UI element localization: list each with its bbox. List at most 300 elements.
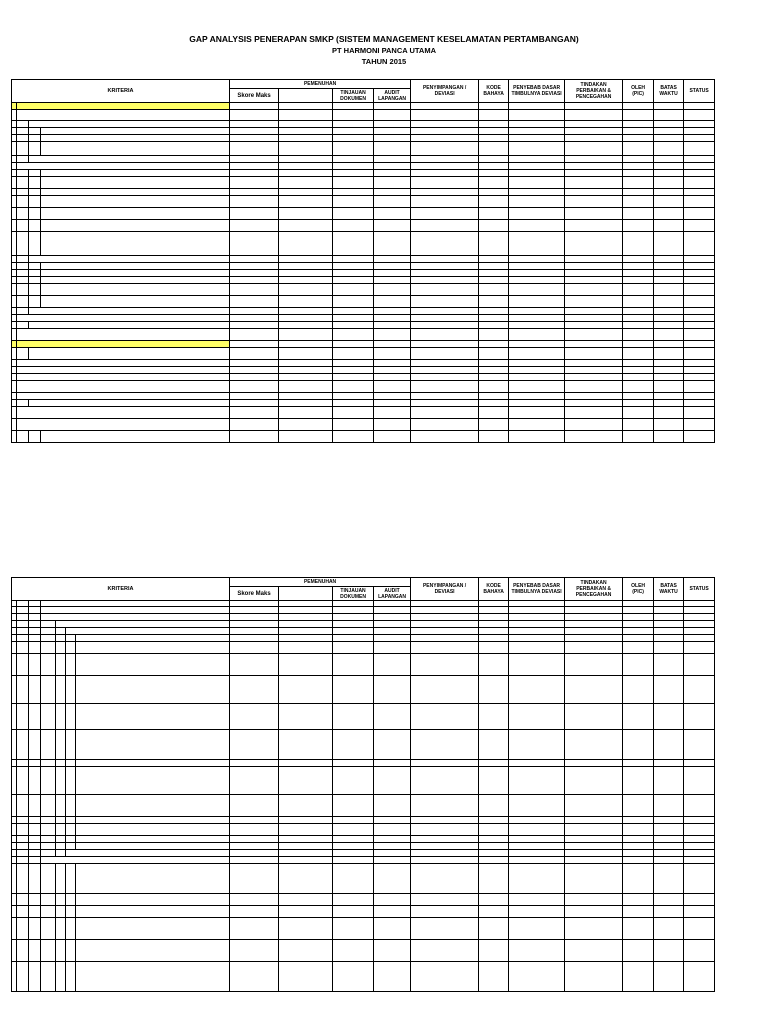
empty-cell [279,177,333,189]
header-tindakan-2: TINDAKAN PERBAIKAN & PENCEGAHAN [565,578,623,601]
empty-cell [374,256,411,263]
empty-cell [623,322,654,329]
table-row [12,170,715,177]
spacer-cell [41,843,56,850]
empty-cell [623,256,654,263]
score-cell [230,296,279,308]
score-cell [230,256,279,263]
empty-cell [623,635,654,642]
empty-cell [509,918,565,940]
empty-cell [374,163,411,170]
score-cell [230,220,279,232]
empty-cell [279,760,333,767]
item-text [76,704,230,730]
empty-cell [654,177,684,189]
item-number [66,817,76,824]
item-text [76,940,230,962]
empty-cell [509,322,565,329]
empty-cell [684,348,715,360]
empty-cell [374,767,411,795]
spacer-cell [17,760,29,767]
empty-cell [333,704,374,730]
empty-cell [374,628,411,635]
empty-cell [623,628,654,635]
clause-title [66,850,230,857]
empty-cell [565,329,623,341]
empty-cell [565,263,623,270]
empty-cell [374,142,411,156]
empty-cell [333,676,374,704]
empty-cell [654,824,684,836]
item-text [76,894,230,906]
item-number [66,824,76,836]
spacer-cell [41,635,56,642]
empty-cell [411,360,479,367]
clause-title [29,156,230,163]
spacer-cell [41,676,56,704]
empty-cell [684,121,715,128]
table-row [12,296,715,308]
item-number [66,843,76,850]
empty-cell [479,374,509,381]
empty-cell [565,284,623,296]
empty-cell [654,277,684,284]
table-row [12,142,715,156]
empty-cell [479,315,509,322]
empty-cell [509,419,565,431]
empty-cell [684,767,715,795]
table-row [12,135,715,142]
table-row [12,894,715,906]
item-number [66,906,76,918]
empty-cell [279,918,333,940]
empty-cell [509,407,565,419]
empty-cell [654,121,684,128]
table-row [12,381,715,393]
spacer-cell [17,135,29,142]
empty-cell [479,962,509,992]
empty-cell [333,962,374,992]
table-row [12,196,715,208]
header-oleh-2: OLEH (PIC) [623,578,654,601]
score-cell [230,824,279,836]
spacer-cell [17,894,29,906]
score-cell [230,400,279,407]
empty-cell [654,676,684,704]
empty-cell [684,163,715,170]
empty-cell [411,767,479,795]
empty-cell [374,196,411,208]
spacer-cell [41,940,56,962]
empty-cell [374,360,411,367]
empty-cell [565,857,623,864]
table-row [12,607,715,614]
clause-title [17,110,230,121]
empty-cell [509,121,565,128]
spacer-cell [17,189,29,196]
empty-cell [279,419,333,431]
empty-cell [333,906,374,918]
empty-cell [623,232,654,256]
empty-cell [684,730,715,760]
empty-cell [654,381,684,393]
empty-cell [411,189,479,196]
empty-cell [654,704,684,730]
empty-cell [479,348,509,360]
empty-cell [333,329,374,341]
item-text [41,263,230,270]
score-cell [230,431,279,443]
empty-cell [654,142,684,156]
empty-cell [623,163,654,170]
empty-cell [654,374,684,381]
empty-cell [479,400,509,407]
empty-cell [279,367,333,374]
empty-cell [279,817,333,824]
spacer-cell [17,431,29,443]
item-number [66,676,76,704]
item-number [66,918,76,940]
empty-cell [509,607,565,614]
empty-cell [623,170,654,177]
empty-cell [374,220,411,232]
table-row [12,256,715,263]
empty-cell [654,654,684,676]
table-row [12,431,715,443]
empty-cell [654,795,684,817]
empty-cell [333,431,374,443]
empty-cell [374,843,411,850]
empty-cell [684,263,715,270]
score-cell [230,121,279,128]
item-text [17,315,230,322]
empty-cell [374,654,411,676]
empty-cell [279,163,333,170]
empty-cell [509,220,565,232]
spacer-cell [41,906,56,918]
empty-cell [509,170,565,177]
empty-cell [479,177,509,189]
empty-cell [509,843,565,850]
empty-cell [654,431,684,443]
empty-cell [333,864,374,894]
empty-cell [654,103,684,110]
spacer-cell [17,704,29,730]
empty-cell [411,635,479,642]
empty-cell [623,296,654,308]
empty-cell [654,360,684,367]
empty-cell [374,940,411,962]
empty-cell [684,315,715,322]
empty-cell [374,315,411,322]
clause-number [17,322,29,329]
score-cell [230,767,279,795]
empty-cell [374,894,411,906]
empty-cell [565,135,623,142]
spacer-cell [29,857,41,864]
empty-cell [623,843,654,850]
empty-cell [279,220,333,232]
table-row [12,322,715,329]
empty-cell [684,894,715,906]
empty-cell [411,232,479,256]
table-row [12,407,715,419]
empty-cell [684,308,715,315]
empty-cell [374,103,411,110]
empty-cell [411,407,479,419]
empty-cell [333,156,374,163]
header-kode-bahaya: KODE BAHAYA [479,80,509,103]
empty-cell [411,906,479,918]
table-row [12,232,715,256]
gap-analysis-table-page2 [11,577,715,992]
empty-cell [684,704,715,730]
empty-cell [374,170,411,177]
empty-cell [684,607,715,614]
empty-cell [565,381,623,393]
spacer-cell [29,864,41,894]
table-row [12,824,715,836]
score-cell [230,232,279,256]
empty-cell [279,836,333,843]
empty-cell [333,374,374,381]
spacer-cell [41,918,56,940]
table-row [12,635,715,642]
spacer-cell [41,730,56,760]
score-cell [230,918,279,940]
empty-cell [411,918,479,940]
header-pemenuhan: PEMENUHAN [230,80,411,89]
empty-cell [374,419,411,431]
empty-cell [684,135,715,142]
spacer-cell [29,614,41,621]
empty-cell [479,628,509,635]
empty-cell [623,142,654,156]
spacer-cell [56,824,66,836]
empty-cell [279,676,333,704]
empty-cell [374,962,411,992]
empty-cell [479,360,509,367]
empty-cell [479,795,509,817]
spacer-cell [56,704,66,730]
empty-cell [411,864,479,894]
item-number [29,142,41,156]
table-row [12,817,715,824]
document-year: TAHUN 2015 [361,57,407,66]
table-row [12,308,715,315]
item-text [76,962,230,992]
empty-cell [411,894,479,906]
table-row [12,621,715,628]
empty-cell [479,135,509,142]
empty-cell [565,393,623,400]
empty-cell [479,196,509,208]
empty-cell [279,256,333,263]
empty-cell [374,817,411,824]
empty-cell [623,607,654,614]
spacer-cell [29,795,41,817]
clause-number [17,156,29,163]
clause-title [41,431,230,443]
section-title [17,341,230,348]
empty-cell [411,962,479,992]
spacer-cell [29,642,41,654]
spacer-cell [29,817,41,824]
empty-cell [333,263,374,270]
empty-cell [411,817,479,824]
spacer-cell [56,864,66,894]
score-cell [230,676,279,704]
empty-cell [623,431,654,443]
empty-cell [279,103,333,110]
spacer-cell [56,906,66,918]
empty-cell [684,393,715,400]
empty-cell [374,760,411,767]
spacer-cell [17,843,29,850]
empty-cell [509,142,565,156]
item-text [76,676,230,704]
item-number [29,177,41,189]
score-cell [230,196,279,208]
empty-cell [509,232,565,256]
empty-cell [411,795,479,817]
item-text [76,654,230,676]
empty-cell [565,400,623,407]
table-row [12,110,715,121]
spacer-cell [56,767,66,795]
empty-cell [333,407,374,419]
empty-cell [654,329,684,341]
table-row [12,208,715,220]
empty-cell [623,263,654,270]
empty-cell [374,135,411,142]
item-text [76,864,230,894]
spacer-cell [17,654,29,676]
spacer-cell [17,170,29,177]
score-cell [230,263,279,270]
empty-cell [509,676,565,704]
empty-cell [411,704,479,730]
spacer-cell [29,894,41,906]
empty-cell [279,232,333,256]
item-number [66,654,76,676]
score-cell [230,407,279,419]
empty-cell [654,635,684,642]
score-cell [230,393,279,400]
empty-cell [565,843,623,850]
spacer-cell [17,177,29,189]
empty-cell [479,367,509,374]
empty-cell [509,308,565,315]
empty-cell [333,730,374,760]
section-title [17,103,230,110]
table-row [12,393,715,400]
score-cell [230,843,279,850]
empty-cell [623,277,654,284]
item-number [29,270,41,277]
empty-cell [565,103,623,110]
empty-cell [509,367,565,374]
empty-cell [479,170,509,177]
empty-cell [565,256,623,263]
empty-cell [509,163,565,170]
empty-cell [333,284,374,296]
spacer-cell [17,284,29,296]
item-text [17,407,230,419]
item-number [66,642,76,654]
empty-cell [623,850,654,857]
empty-cell [411,850,479,857]
empty-cell [654,621,684,628]
empty-cell [333,296,374,308]
empty-cell [509,400,565,407]
empty-cell [279,850,333,857]
empty-cell [479,263,509,270]
item-number [66,836,76,843]
empty-cell [411,256,479,263]
empty-cell [565,962,623,992]
header-tindakan: TINDAKAN PERBAIKAN & PENCEGAHAN [565,80,623,103]
empty-cell [565,360,623,367]
empty-cell [411,177,479,189]
empty-cell [654,393,684,400]
spacer-cell [17,128,29,135]
empty-cell [565,163,623,170]
empty-cell [623,284,654,296]
empty-cell [654,315,684,322]
spacer-cell [41,824,56,836]
empty-cell [509,621,565,628]
item-text [17,381,230,393]
spacer-cell [17,263,29,270]
empty-cell [333,170,374,177]
table-row [12,341,715,348]
empty-cell [479,121,509,128]
empty-cell [623,329,654,341]
empty-cell [479,614,509,621]
empty-cell [684,329,715,341]
empty-cell [333,208,374,220]
item-text [41,135,230,142]
empty-cell [684,296,715,308]
empty-cell [623,128,654,135]
empty-cell [411,843,479,850]
item-text [76,767,230,795]
empty-cell [623,621,654,628]
empty-cell [684,142,715,156]
empty-cell [333,381,374,393]
empty-cell [411,156,479,163]
item-text [41,614,230,621]
spacer-cell [41,628,56,635]
empty-cell [623,367,654,374]
spacer-cell [41,795,56,817]
empty-cell [684,628,715,635]
empty-cell [411,393,479,400]
empty-cell [279,284,333,296]
table-row [12,906,715,918]
empty-cell [279,767,333,795]
empty-cell [411,170,479,177]
empty-cell [509,360,565,367]
empty-cell [509,431,565,443]
score-cell [230,419,279,431]
empty-cell [684,400,715,407]
empty-cell [374,393,411,400]
score-cell [230,730,279,760]
empty-cell [565,817,623,824]
empty-cell [654,918,684,940]
